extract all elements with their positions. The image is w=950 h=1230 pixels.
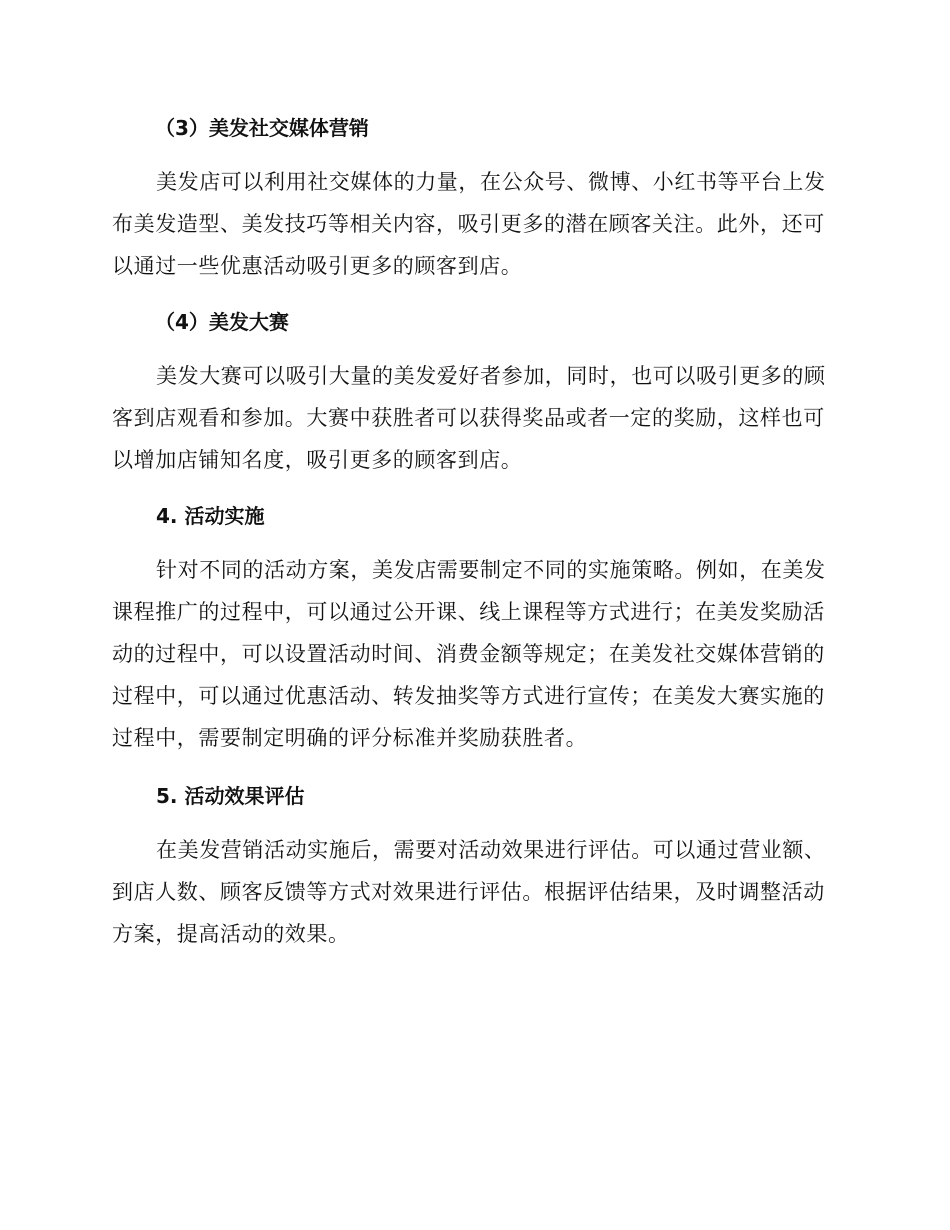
paragraph-line: 在美发营销活动实施后，需要对活动效果进行评估。可以通过营业额、 bbox=[156, 838, 826, 862]
paragraph-implementation bbox=[112, 549, 832, 759]
paragraph-contest bbox=[112, 355, 832, 481]
paragraph-social-media bbox=[112, 161, 832, 287]
section-heading-implementation: 4. 活动实施 bbox=[156, 504, 265, 528]
paragraph-line: 针对不同的活动方案，美发店需要制定不同的实施策略。例如，在美发 bbox=[156, 558, 826, 582]
paragraph-line: 美发店可以利用社交媒体的力量，在公众号、微博、小红书等平台上发 bbox=[156, 170, 826, 194]
section-heading-evaluation: 5. 活动效果评估 bbox=[156, 784, 305, 808]
paragraph-line: 美发大赛可以吸引大量的美发爱好者参加，同时，也可以吸引更多的顾 bbox=[156, 364, 826, 388]
paragraph-line: 以增加店铺知名度，吸引更多的顾客到店。 bbox=[112, 448, 523, 472]
paragraph-line: 方案，提高活动的效果。 bbox=[112, 922, 350, 946]
paragraph-line: 课程推广的过程中，可以通过公开课、线上课程等方式进行；在美发奖励活 bbox=[112, 600, 825, 624]
paragraph-line: 以通过一些优惠活动吸引更多的顾客到店。 bbox=[112, 254, 523, 278]
paragraph-evaluation bbox=[112, 829, 832, 955]
paragraph-line: 过程中，需要制定明确的评分标准并奖励获胜者。 bbox=[112, 726, 588, 750]
section-heading-social-media: （3）美发社交媒体营销 bbox=[155, 116, 369, 140]
paragraph-line: 客到店观看和参加。大赛中获胜者可以获得奖品或者一定的奖励，这样也可 bbox=[112, 406, 825, 430]
paragraph-line: 布美发造型、美发技巧等相关内容，吸引更多的潜在顾客关注。此外，还可 bbox=[112, 212, 825, 236]
paragraph-line: 过程中，可以通过优惠活动、转发抽奖等方式进行宣传；在美发大赛实施的 bbox=[112, 684, 825, 708]
paragraph-line: 到店人数、顾客反馈等方式对效果进行评估。根据评估结果，及时调整活动 bbox=[112, 880, 825, 904]
section-heading-contest: （4）美发大赛 bbox=[155, 310, 289, 334]
paragraph-line: 动的过程中，可以设置活动时间、消费金额等规定；在美发社交媒体营销的 bbox=[112, 642, 825, 666]
